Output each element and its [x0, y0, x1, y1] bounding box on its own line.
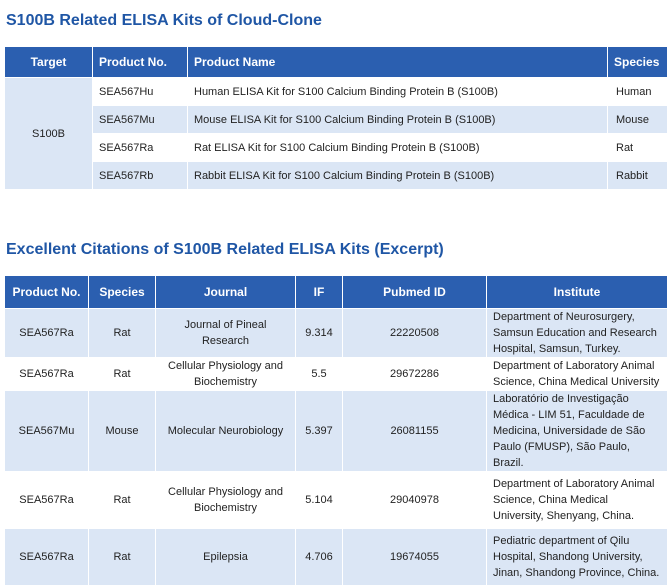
citations-header-journal: Journal	[156, 276, 296, 309]
table-row	[5, 106, 668, 134]
citation-product-no: SEA567Ra	[5, 472, 89, 529]
citation-journal: Cellular Physiology and Biochemistry	[156, 472, 296, 529]
citation-pubmed-id: 29672286	[343, 358, 487, 391]
table-row	[5, 358, 668, 391]
kit-product-no: SEA567Mu	[93, 106, 188, 134]
citations-header-pubmed-id: Pubmed ID	[343, 276, 487, 309]
citation-institute: Department of Neurosurgery, Samsun Education and Research Hospital, Samsun, Turkey.	[487, 309, 668, 358]
citation-product-no: SEA567Mu	[5, 391, 89, 472]
kits-header-product-no: Product No.	[93, 47, 188, 78]
table-row	[5, 162, 668, 190]
kit-species: Mouse	[608, 106, 668, 134]
citation-institute: Department of Laboratory Animal Science, China Medical University	[487, 358, 668, 391]
citation-institute: Pediatric department of Qilu Hospital, Shandong University, Jinan, Shandong Province, China.	[487, 529, 668, 586]
citation-species: Rat	[89, 358, 156, 391]
kits-header-target: Target	[5, 47, 93, 78]
kits-header-row	[5, 47, 668, 78]
kits-header-species: Species	[608, 47, 668, 78]
citations-table	[4, 275, 668, 586]
citations-header-institute: Institute	[487, 276, 668, 309]
citations-header-species: Species	[89, 276, 156, 309]
citation-pubmed-id: 22220508	[343, 309, 487, 358]
citation-journal: Molecular Neurobiology	[156, 391, 296, 472]
citation-journal: Journal of Pineal Research	[156, 309, 296, 358]
kit-product-no: SEA567Ra	[93, 134, 188, 162]
citation-species: Rat	[89, 472, 156, 529]
kit-product-name: Mouse ELISA Kit for S100 Calcium Binding Protein B (S100B)	[188, 106, 608, 134]
citation-product-no: SEA567Ra	[5, 529, 89, 586]
citation-if: 5.104	[296, 472, 343, 529]
table-row	[5, 309, 668, 358]
citation-product-no: SEA567Ra	[5, 358, 89, 391]
citation-journal: Epilepsia	[156, 529, 296, 586]
kit-species: Rabbit	[608, 162, 668, 190]
citation-species: Rat	[89, 529, 156, 586]
citation-pubmed-id: 29040978	[343, 472, 487, 529]
citation-institute: Department of Laboratory Animal Science, China Medical University, Shenyang, China.	[487, 472, 668, 529]
citation-species: Mouse	[89, 391, 156, 472]
kits-table	[4, 46, 668, 190]
citation-if: 5.5	[296, 358, 343, 391]
citation-if: 5.397	[296, 391, 343, 472]
table-row	[5, 134, 668, 162]
table-row	[5, 78, 668, 106]
kits-header-product-name: Product Name	[188, 47, 608, 78]
citation-if: 9.314	[296, 309, 343, 358]
citation-product-no: SEA567Ra	[5, 309, 89, 358]
citations-header-product-no: Product No.	[5, 276, 89, 309]
citations-header-if: IF	[296, 276, 343, 309]
citation-species: Rat	[89, 309, 156, 358]
citation-if: 4.706	[296, 529, 343, 586]
citation-journal: Cellular Physiology and Biochemistry	[156, 358, 296, 391]
citation-pubmed-id: 19674055	[343, 529, 487, 586]
citations-section-title: Excellent Citations of S100B Related ELISA Kits (Excerpt)	[6, 241, 444, 258]
kit-species: Human	[608, 78, 668, 106]
table-row	[5, 472, 668, 529]
citation-institute: Laboratório de Investigação Médica - LIM 51, Faculdade de Medicina, Universidade de São Paulo (FMUSP), São Paulo, Brazil.	[487, 391, 668, 472]
kit-product-no: SEA567Rb	[93, 162, 188, 190]
kit-product-name: Rat ELISA Kit for S100 Calcium Binding Protein B (S100B)	[188, 134, 608, 162]
kits-section-title: S100B Related ELISA Kits of Cloud-Clone	[6, 12, 322, 29]
table-row	[5, 391, 668, 472]
kit-species: Rat	[608, 134, 668, 162]
citations-header-row	[5, 276, 668, 309]
kit-product-name: Rabbit ELISA Kit for S100 Calcium Binding Protein B (S100B)	[188, 162, 608, 190]
citation-pubmed-id: 26081155	[343, 391, 487, 472]
kit-product-no: SEA567Hu	[93, 78, 188, 106]
kit-product-name: Human ELISA Kit for S100 Calcium Binding Protein B (S100B)	[188, 78, 608, 106]
kits-target-cell: S100B	[5, 78, 93, 190]
